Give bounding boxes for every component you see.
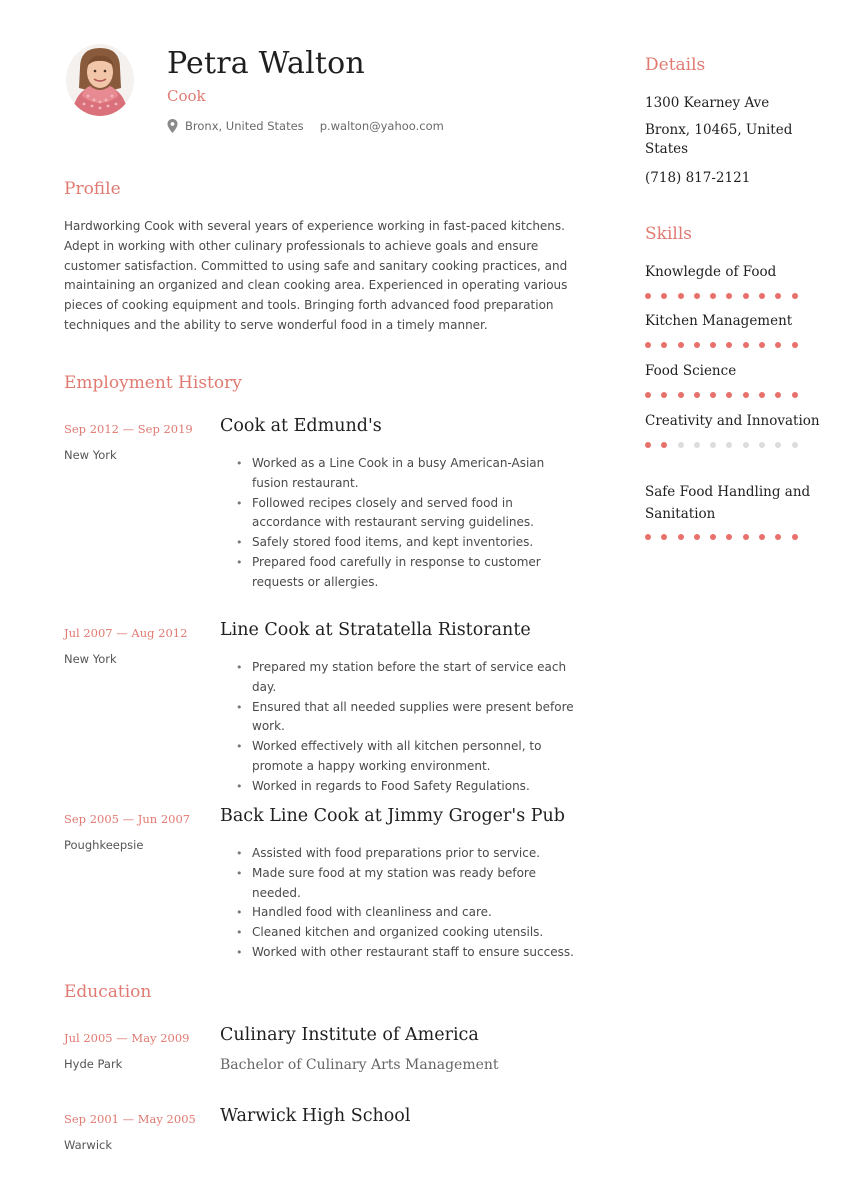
rating-dot-filled bbox=[710, 534, 716, 540]
rating-dot-filled bbox=[775, 342, 781, 348]
rating-dot-filled bbox=[775, 392, 781, 398]
skill-name: Kitchen Management bbox=[645, 313, 793, 329]
job-dates: Jul 2007 — Aug 2012 bbox=[64, 626, 188, 640]
rating-dot-empty bbox=[775, 442, 781, 448]
rating-dot-filled bbox=[743, 392, 749, 398]
job-duty: • Prepared my station before the start of service each day. bbox=[236, 658, 576, 698]
location-pin-icon bbox=[167, 119, 178, 133]
skill-name: Safe Food Handling and Sanitation bbox=[645, 484, 811, 522]
skill-name: Creativity and Innovation bbox=[645, 413, 820, 429]
rating-dot-filled bbox=[678, 293, 684, 299]
rating-dot-empty bbox=[759, 442, 765, 448]
rating-dot-filled bbox=[792, 293, 798, 299]
job-location: Poughkeepsie bbox=[64, 838, 144, 852]
rating-dot-filled bbox=[661, 293, 667, 299]
rating-dot-empty bbox=[710, 442, 716, 448]
education-location: Warwick bbox=[64, 1138, 112, 1152]
employment-heading: Employment History bbox=[64, 373, 242, 393]
rating-dot-empty bbox=[678, 442, 684, 448]
rating-dot-filled bbox=[645, 534, 651, 540]
address-line-2: Bronx, 10465, United States bbox=[645, 122, 793, 157]
rating-dot-filled bbox=[661, 342, 667, 348]
degree-name: Bachelor of Culinary Arts Management bbox=[220, 1057, 499, 1073]
job-duty: • Assisted with food preparations prior to service. bbox=[236, 844, 576, 864]
rating-dot-filled bbox=[726, 342, 732, 348]
education-heading: Education bbox=[64, 982, 152, 1002]
profile-photo bbox=[66, 44, 134, 116]
rating-dot-filled bbox=[775, 534, 781, 540]
rating-dot-filled bbox=[694, 392, 700, 398]
rating-dot-filled bbox=[710, 293, 716, 299]
job-duty: • Worked effectively with all kitchen personnel, to promote a happy working environment. bbox=[236, 737, 576, 777]
skill-name: Knowlegde of Food bbox=[645, 264, 777, 280]
job-duty: • Safely stored food items, and kept inventories. bbox=[236, 533, 576, 553]
rating-dot-filled bbox=[726, 534, 732, 540]
rating-dot-filled bbox=[645, 342, 651, 348]
job-duty: • Worked with other restaurant staff to ensure success. bbox=[236, 943, 576, 963]
rating-dot-filled bbox=[645, 392, 651, 398]
rating-dot-filled bbox=[792, 342, 798, 348]
rating-dot-filled bbox=[726, 293, 732, 299]
rating-dot-empty bbox=[743, 442, 749, 448]
skill-name: Food Science bbox=[645, 363, 737, 379]
job-duty: • Prepared food carefully in response to customer requests or allergies. bbox=[236, 553, 576, 593]
avatar bbox=[66, 44, 134, 116]
education-dates: Sep 2001 — May 2005 bbox=[64, 1112, 196, 1126]
skill-rating bbox=[645, 534, 820, 540]
rating-dot-filled bbox=[775, 293, 781, 299]
rating-dot-filled bbox=[726, 392, 732, 398]
rating-dot-filled bbox=[694, 534, 700, 540]
rating-dot-empty bbox=[726, 442, 732, 448]
rating-dot-filled bbox=[743, 293, 749, 299]
job-title: Line Cook at Stratatella Ristorante bbox=[220, 620, 531, 640]
job-dates: Sep 2012 — Sep 2019 bbox=[64, 422, 193, 436]
job-duty: • Worked as a Line Cook in a busy American-Asian fusion restaurant. bbox=[236, 454, 576, 494]
skill-rating bbox=[645, 293, 820, 299]
candidate-job-title: Cook bbox=[167, 87, 206, 105]
rating-dot-empty bbox=[792, 442, 798, 448]
rating-dot-filled bbox=[710, 342, 716, 348]
job-duty: • Ensured that all needed supplies were present before work. bbox=[236, 698, 576, 738]
education-dates: Jul 2005 — May 2009 bbox=[64, 1031, 190, 1045]
job-duty: • Handled food with cleanliness and care. bbox=[236, 903, 576, 923]
contact-line bbox=[167, 119, 444, 133]
rating-dot-filled bbox=[678, 534, 684, 540]
details-heading: Details bbox=[645, 55, 706, 75]
rating-dot-filled bbox=[743, 342, 749, 348]
skill-rating bbox=[645, 342, 820, 348]
job-location: New York bbox=[64, 448, 117, 462]
school-name: Culinary Institute of America bbox=[220, 1025, 479, 1045]
skill-item bbox=[645, 262, 820, 299]
rating-dot-filled bbox=[759, 392, 765, 398]
job-duties bbox=[236, 658, 576, 797]
candidate-name: Petra Walton bbox=[167, 46, 365, 81]
school-name: Warwick High School bbox=[220, 1106, 411, 1126]
skill-rating bbox=[645, 442, 820, 448]
skills-heading: Skills bbox=[645, 224, 692, 244]
rating-dot-filled bbox=[759, 534, 765, 540]
rating-dot-filled bbox=[759, 342, 765, 348]
rating-dot-filled bbox=[710, 392, 716, 398]
job-duty: • Made sure food at my station was ready before needed. bbox=[236, 864, 576, 904]
rating-dot-filled bbox=[694, 293, 700, 299]
skill-item bbox=[645, 482, 820, 540]
job-duties bbox=[236, 454, 576, 593]
skill-rating bbox=[645, 392, 820, 398]
rating-dot-filled bbox=[661, 392, 667, 398]
rating-dot-filled bbox=[678, 342, 684, 348]
job-duty: • Worked in regards to Food Safety Regulations. bbox=[236, 777, 576, 797]
rating-dot-filled bbox=[694, 342, 700, 348]
job-dates: Sep 2005 — Jun 2007 bbox=[64, 812, 191, 826]
rating-dot-filled bbox=[792, 392, 798, 398]
rating-dot-filled bbox=[678, 392, 684, 398]
job-location: New York bbox=[64, 652, 117, 666]
location-text: Bronx, United States bbox=[185, 119, 304, 133]
education-location: Hyde Park bbox=[64, 1057, 123, 1071]
rating-dot-filled bbox=[792, 534, 798, 540]
job-title: Back Line Cook at Jimmy Groger's Pub bbox=[220, 806, 565, 826]
profile-summary: Hardworking Cook with several years of experience working in fast-paced kitchens. Adept in working with other culinary professionals to achieve goals and ensure customer satisfaction. Committed to using safe and sanitary cooking practices, and maintaining an organized and clean cooking area. Experienced in operating various pieces of cooking equipment and tools. Bringing forth advanced food preparation techniques and the ability to serve wonderful food in a timely manner. bbox=[64, 219, 568, 332]
rating-dot-empty bbox=[694, 442, 700, 448]
rating-dot-filled bbox=[661, 534, 667, 540]
rating-dot-filled bbox=[645, 293, 651, 299]
job-duties bbox=[236, 844, 576, 963]
skill-item bbox=[645, 411, 820, 448]
skill-item bbox=[645, 361, 820, 398]
rating-dot-filled bbox=[661, 442, 667, 448]
skill-item bbox=[645, 311, 820, 348]
rating-dot-filled bbox=[645, 442, 651, 448]
job-duty: • Cleaned kitchen and organized cooking utensils. bbox=[236, 923, 576, 943]
rating-dot-filled bbox=[759, 293, 765, 299]
address-line-1: 1300 Kearney Ave bbox=[645, 95, 770, 111]
phone-number: (718) 817-2121 bbox=[645, 170, 751, 186]
job-duty: • Followed recipes closely and served food in accordance with restaurant serving guidelines. bbox=[236, 494, 576, 534]
email-link[interactable]: p.walton@yahoo.com bbox=[319, 119, 444, 133]
rating-dot-filled bbox=[743, 534, 749, 540]
profile-heading: Profile bbox=[64, 179, 121, 199]
job-title: Cook at Edmund's bbox=[220, 416, 382, 436]
